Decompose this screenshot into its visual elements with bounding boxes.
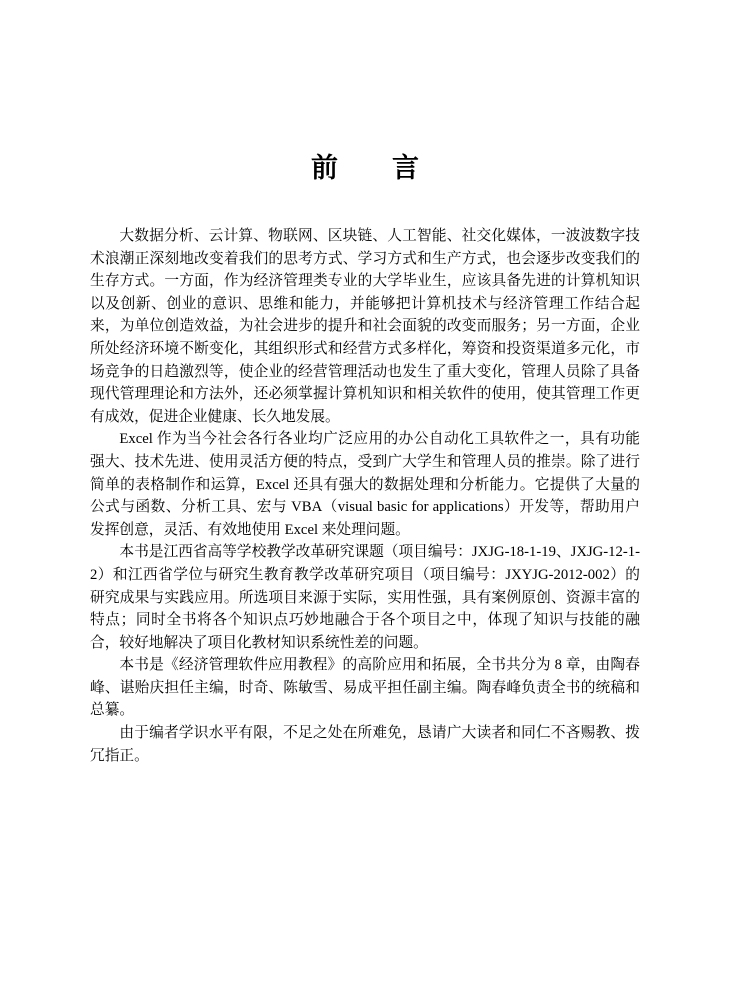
paragraph-editors: 本书是《经济管理软件应用教程》的高阶应用和拓展，全书共分为 8 章，由陶春峰、谌贻庆担任主编，时奇、陈敏雪、易成平担任副主编。陶春峰负责全书的统稿和总纂。: [90, 657, 640, 719]
page-title: 前 言: [311, 153, 419, 183]
paragraph-research-project: 本书是江西省高等学校教学改革研究课题（项目编号：JXJG-18-1-19、JXJG-12-1-2）和江西省学位与研究生教育教学改革研究项目（项目编号：JXYJG-2012-002）的研究成果与实践应用。所选项目来源于实际，实用性强，具有案例原创、资源丰富的特点；同时全书将各个知识点巧妙地融合于各个项目之中，体现了知识与技能的融合，较好地解决了项目化教材知识系统性差的问题。: [90, 544, 640, 651]
paragraph-apology: 由于编者学识水平有限，不足之处在所难免，恳请广大读者和同仁不吝赐教、拨冗指正。: [90, 725, 640, 764]
paragraph-digital-trend: 大数据分析、云计算、物联网、区块链、人工智能、社交化媒体，一波波数字技术浪潮正深刻地改变着我们的思考方式、学习方式和生产方式，也会逐步改变我们的生存方式。一方面，作为经济管理类专业的大学毕业生，应该具备先进的计算机知识以及创新、创业的意识、思维和能力，并能够把计算机技术与经济管理工作结合起来，为单位创造效益，为社会进步的提升和社会面貌的改变而服务；另一方面，企业所处经济环境不断变化，其组织形式和经营方式多样化，筹资和投资渠道多元化，市场竞争的日趋激烈等，使企业的经营管理活动也发生了重大变化，管理人员除了具备现代管理理论和方法外，还必须掌握计算机知识和相关软件的使用，使其管理工作更有成效，促进企业健康、长久地发展。: [90, 228, 640, 425]
paragraph-excel-intro: Excel 作为当今社会各行各业均广泛应用的办公自动化工具软件之一，具有功能强大、技术先进、使用灵活方便的特点，受到广大学生和管理人员的推崇。除了进行简单的表格制作和运算，Excel 还具有强大的数据处理和分析能力。它提供了大量的公式与函数、分析工具、宏与 VBA（visual basic for applications）开发等，帮助用户发挥创意，灵活、有效地使用 Excel 来处理问题。: [90, 431, 640, 538]
preface-body: [90, 225, 640, 767]
